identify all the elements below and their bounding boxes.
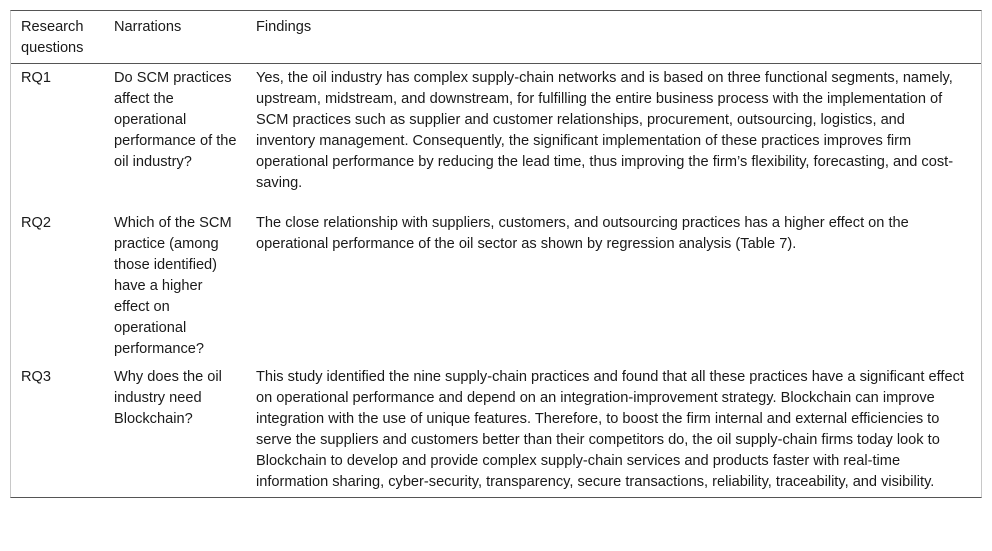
table-row-rq3 — [11, 362, 981, 497]
research-questions-table — [11, 11, 981, 497]
cell-narration: Which of the SCM practice (among those identified) have a higher effect on operational performance? — [114, 215, 232, 357]
cell-finding: The close relationship with suppliers, customers, and outsourcing practices has a higher effect on the operational performance of the oil sector as shown by regression analysis (Table 7). — [256, 215, 909, 252]
research-questions-table-container — [10, 10, 982, 498]
table-header-row — [11, 11, 981, 64]
cell-rq-id: RQ2 — [21, 215, 52, 231]
cell-finding: This study identified the nine supply-chain practices and found that all these practices have a significant effect on operational performance and depend on an integration-improvement strategy. Blockchain can improve integration with the use of unique features. Therefore, to boost the firm internal and external efficiencies to serve the suppliers and customers better than their competitors do, the oil supply-chain firms today look to Blockchain to develop and provide complex supply-chain services and products faster with real-time information sharing, cyber-security, transparency, secure transactions, reliability, traceability, and visibility. — [256, 369, 964, 490]
cell-rq-id: RQ3 — [21, 369, 52, 385]
header-narrations: Narrations — [104, 11, 246, 64]
table-row-rq2 — [11, 208, 981, 362]
cell-narration: Why does the oil industry need Blockchain? — [114, 369, 222, 427]
header-research-questions: Research questions — [11, 11, 104, 64]
header-findings: Findings — [246, 11, 981, 64]
cell-finding: Yes, the oil industry has complex supply-chain networks and is based on three functional segments, namely, upstream, midstream, and downstream, for fulfilling the entire business process with the implementation of SCM practices such as supplier and customer relationships, procurement, outsourcing, logistics, and inventory management. Consequently, the significant implementation of these practices improves firm operational performance by reducing the lead time, thus improving the firm’s flexibility, forecasting, and cost-saving. — [256, 70, 954, 191]
cell-rq-id: RQ1 — [21, 70, 52, 86]
cell-narration: Do SCM practices affect the operational performance of the oil industry? — [114, 70, 237, 170]
table-row-rq1 — [11, 64, 981, 209]
